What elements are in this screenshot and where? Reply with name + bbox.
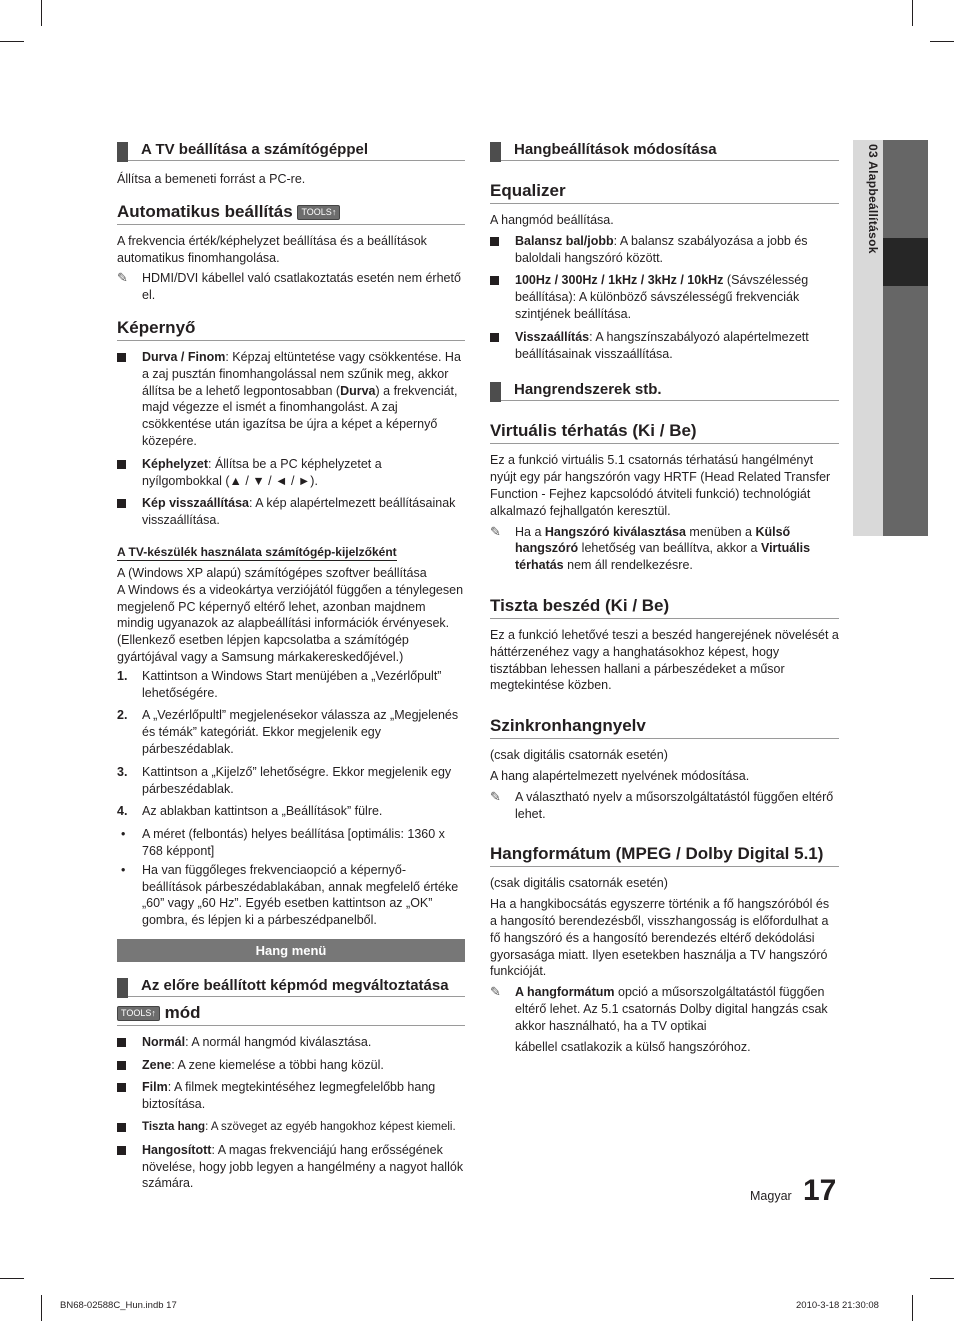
audio-format-p1: (csak digitális csatornák esetén): [490, 876, 668, 891]
list-item: [117, 495, 465, 529]
step-text: A „Vezérlőpultl” megjelenésekor válassza az „Megjelenés és témák” kategóriát. Ekkor megjelenik egy párbeszédablak.: [142, 708, 459, 756]
bullet-item: [117, 826, 465, 860]
note-text: kábellel csatlakozik a külső hangszóróhoz.: [515, 1039, 751, 1054]
item-term: Normál: [142, 1034, 186, 1049]
audio-language-p2: A hang alapértelmezett nyelvének módosítása.: [490, 768, 750, 783]
tools-icon: ↑: [151, 1007, 156, 1018]
chapter-tab-marker: [883, 238, 928, 286]
virtual-surround-text: Ez a funkció virtuális 5.1 csatornás térhatású hangélményt nyújt egy pár hangszórón vagy HRTF (Head Related Transfer Function - Fejhez kapcsolódó átviteli funkció) technológiát alkalmazó fejhallgatón keresztül.: [490, 453, 831, 518]
audio-language-title: [490, 716, 839, 739]
bullet-text: A méret (felbontás) helyes beállítása [optimális: 1360 x 768 képpont]: [142, 827, 445, 858]
note-term: Virtuális térhatás: [515, 541, 811, 573]
bullet-text: Ha van függőleges frekvenciaopció a képernyő-beállítások párbeszédablakában, annak megfelelő értéke „60” vagy „60 Hz”. Egyéb esetben kattintson az „OK” gombra, és lépjen ki a párbeszédpanelből.: [142, 862, 459, 928]
item-term: Tiszta hang: [142, 1121, 206, 1134]
step-text: Az ablakban kattintson a „Beállítások” fülre.: [142, 804, 383, 819]
section-heading-sound-systems: [490, 376, 839, 401]
note-text: menüben a: [685, 524, 756, 539]
crop-mark: [41, 1295, 42, 1321]
clear-voice-text: Ez a funkció lehetővé teszi a beszéd hangerejének növelését a háttérzenéhez vagy a hanghatásokhoz képest, hogy tisztábban lehessen hallani a párbeszédeket a műsor megtekintése közben.: [490, 627, 839, 693]
square-bullet-icon: [117, 1038, 126, 1047]
item-term: Zene: [142, 1057, 172, 1072]
step-item: [117, 764, 465, 798]
pencil-note-icon: ✎: [117, 270, 128, 286]
note-text: opció a műsorszolgáltatástól függően eltérő lehet. Az 5.1 csatornás Dolby digital hangzás csak akkor használható, ha a TV optikai: [515, 985, 828, 1033]
item-text: : A hangszínszabályozó alapértelmezett beállításainak visszaállítása.: [515, 329, 809, 361]
heading-text: Az előre beállított képmód megváltoztatása: [141, 976, 449, 994]
crop-mark: [930, 1278, 954, 1279]
square-bullet-icon: [117, 1123, 126, 1132]
chapter-label: 03 Alapbeállítások: [866, 144, 880, 254]
crop-mark: [0, 41, 24, 42]
list-item: [117, 1142, 465, 1192]
section-heading-sound-settings: [490, 136, 839, 161]
list-item: [117, 1119, 465, 1136]
item-text: ) a frekvenciát, majd végezze el ismét a finomhangolást. A zaj csökkentése után igazítsa be újra a képet a képernyő közepére.: [142, 383, 458, 448]
note-term: Hangszóró kiválasztása: [544, 524, 686, 539]
heading-text: A TV beállítása a számítógéppel: [141, 141, 369, 158]
audio-format-p2: Ha a hangkibocsátás egyszerre történik a fő hangszóróból és a hangosító berendezésből, visszhangosság is előfordulhat a fő hangszóró és a hangosító berendezés eltérő dekódolási gyorsasága miatt. Ilyen esetekben használja a TV hangszóró funkcióját.: [490, 897, 830, 979]
heading-bar: [117, 142, 128, 162]
virtual-surround-note: [490, 524, 839, 574]
indd-date-label: 2010-3-18 21:30:08: [796, 1300, 879, 1311]
square-bullet-icon: [490, 237, 499, 246]
note-text: Ha a: [515, 524, 545, 539]
square-bullet-icon: [117, 353, 126, 362]
list-item: [490, 329, 839, 363]
title-text: Equalizer: [490, 181, 566, 200]
audio-format-note: [490, 984, 839, 1055]
square-bullet-icon: [117, 499, 126, 508]
sound-menu-banner: Hang menü: [117, 939, 465, 962]
pencil-note-icon: ✎: [490, 788, 501, 804]
crop-mark: [912, 0, 913, 26]
equalizer-intro: A hangmód beállítása.: [490, 213, 614, 227]
bullet-item: [117, 862, 465, 929]
virtual-surround-title: [490, 421, 839, 444]
indd-file-label: BN68-02588C_Hun.indb 17: [60, 1300, 177, 1311]
screen-title: [117, 318, 465, 341]
item-text: : A magas frekvenciájú hang erősségének növelése, hogy jobb legyen a hangélmény a nagyot hallók számára.: [142, 1142, 464, 1191]
audio-language-p1: (csak digitális csatornák esetén): [490, 748, 668, 763]
monitor-heading: A TV-készülék használata számítógép-kijelzőként: [117, 544, 397, 559]
right-column: [490, 136, 839, 1061]
item-term: Balansz bal/jobb: [515, 233, 614, 248]
note-text: nem áll rendelkezésre.: [563, 558, 693, 573]
item-text: : A filmek megtekintéséhez legmegfelelőbb hang biztosítása.: [142, 1080, 436, 1112]
item-text: : A balansz szabályozása a jobb és baloldali hangszóró között.: [515, 233, 808, 265]
step-number: 1.: [117, 668, 128, 683]
audio-language-note: [490, 789, 839, 823]
crop-mark: [0, 1278, 24, 1279]
section-heading-pc-setup: [117, 136, 465, 161]
square-bullet-icon: [490, 276, 499, 285]
pencil-note-icon: ✎: [490, 523, 501, 539]
item-text: : A zene kiemelése a többi hang közül.: [171, 1057, 384, 1072]
tools-label: TOOLS: [121, 1007, 152, 1018]
note-text: HDMI/DVI kábellel való csatlakoztatás esetén nem érhető el.: [142, 271, 461, 303]
step-item: [117, 668, 465, 702]
item-term: Film: [142, 1080, 168, 1095]
title-text: Szinkronhangnyelv: [490, 716, 646, 736]
item-text: : A normál hangmód kiválasztása.: [185, 1034, 372, 1049]
list-item: [117, 1034, 465, 1051]
item-text: : A kép alapértelmezett beállításainak visszaállítása.: [142, 496, 456, 528]
title-text: Virtuális térhatás (Ki / Be): [490, 421, 697, 441]
dot-bullet-icon: •: [121, 862, 126, 877]
step-number: 4.: [117, 804, 128, 819]
square-bullet-icon: [490, 333, 499, 342]
list-item: [117, 456, 465, 490]
item-term: Visszaállítás: [515, 329, 590, 344]
mode-title: [117, 1003, 465, 1026]
heading-bar: [490, 142, 501, 162]
auto-adjust-title: [117, 202, 465, 225]
pencil-note-icon: ✎: [490, 984, 501, 1000]
monitor-p1: A (Windows XP alapú) számítógépes szoftver beállítása: [117, 565, 427, 580]
tools-badge: [297, 205, 340, 220]
square-bullet-icon: [117, 1146, 126, 1155]
pc-intro: Állítsa a bemeneti forrást a PC-re.: [117, 172, 306, 186]
note-text: lehetőség van beállítva, akkor a: [578, 541, 761, 556]
tools-badge: [117, 1006, 160, 1021]
item-term: Képhelyzet: [142, 456, 208, 471]
item-text: : A szöveget az egyéb hangokhoz képest kiemeli.: [205, 1121, 456, 1134]
title-text: Automatikus beállítás: [117, 201, 293, 221]
list-item: [490, 233, 839, 267]
auto-adjust-text: A frekvencia érték/képhelyzet beállítása és a beállítások automatikus finomhangolása.: [117, 233, 427, 265]
item-term: Durva / Finom: [142, 349, 226, 364]
step-number: 2.: [117, 708, 128, 723]
note-term: Külső hangszóró: [515, 524, 791, 556]
item-term: Kép visszaállítása: [142, 496, 250, 511]
list-item: [117, 1079, 465, 1113]
list-item: [117, 1057, 465, 1074]
crop-mark: [41, 0, 42, 26]
heading-text: Hangbeállítások módosítása: [514, 141, 717, 158]
square-bullet-icon: [117, 460, 126, 469]
equalizer-title: [490, 181, 839, 204]
step-text: Kattintson a Windows Start menüjében a „Vezérlőpult” lehetőségére.: [142, 668, 442, 700]
item-text: (Sávszélesség beállítása): A különböző sávszélességű frekvenciák szintjének beállítása.: [515, 273, 809, 321]
title-text: Képernyő: [117, 317, 196, 337]
step-text: Kattintson a „Kijelző” lehetőségre. Ekkor megjelenik egy párbeszédablak.: [142, 764, 452, 796]
tools-label: TOOLS: [301, 206, 332, 217]
tools-icon: ↑: [331, 206, 337, 217]
heading-bar: [490, 382, 501, 402]
step-item: [117, 707, 465, 757]
title-text: mód: [164, 1002, 201, 1022]
square-bullet-icon: [117, 1083, 126, 1092]
dot-bullet-icon: •: [121, 827, 126, 842]
auto-adjust-note: [117, 270, 465, 304]
clear-voice-title: [490, 596, 839, 619]
item-text: : Képzaj eltüntetése vagy csökkentése. Ha a zaj pusztán finomhangolással nem szűnik meg, akkor állítsa be a lehető legpontosabban (: [142, 349, 461, 398]
title-text: Hangformátum (MPEG / Dolby Digital 5.1): [490, 844, 824, 864]
page-number: 17: [803, 1174, 837, 1207]
item-text: : Állítsa be a PC képhelyzetet a nyílgombokkal (▲ / ▼ / ◄ / ►).: [142, 456, 382, 488]
list-item: [117, 349, 465, 450]
square-bullet-icon: [117, 1061, 126, 1070]
monitor-p2: A Windows és a videokártya verziójától függően a ténylegesen megjelenő PC képernyő eltérő lehet, azonban majdnem mindig ugyanazok az alapbeállítási információk érvényesek. (Ellenkező esetben lépjen kapcsolatba a számítógép gyártójával vagy a Samsung márkakereskedőjével.): [117, 582, 464, 664]
section-heading-preset: [117, 972, 465, 997]
footer-language: Magyar: [750, 1189, 792, 1203]
heading-bar: [117, 978, 128, 998]
note-term: A hangformátum: [515, 985, 615, 1000]
heading-text: Hangrendszerek stb.: [514, 381, 662, 399]
step-number: 3.: [117, 764, 128, 779]
title-text: Tiszta beszéd (Ki / Be): [490, 595, 670, 615]
note-text: A választható nyelv a műsorszolgáltatástól függően eltérő lehet.: [515, 789, 834, 821]
item-term: Hangosított: [142, 1142, 212, 1157]
left-column: [117, 136, 465, 1198]
chapter-tab-dark: [883, 140, 928, 536]
step-item: [117, 803, 465, 820]
crop-mark: [912, 1295, 913, 1321]
list-item: [490, 272, 839, 322]
audio-format-title: [490, 844, 839, 867]
item-term: Durva: [340, 383, 376, 398]
crop-mark: [930, 41, 954, 42]
item-term: 100Hz / 300Hz / 1kHz / 3kHz / 10kHz: [515, 273, 724, 288]
